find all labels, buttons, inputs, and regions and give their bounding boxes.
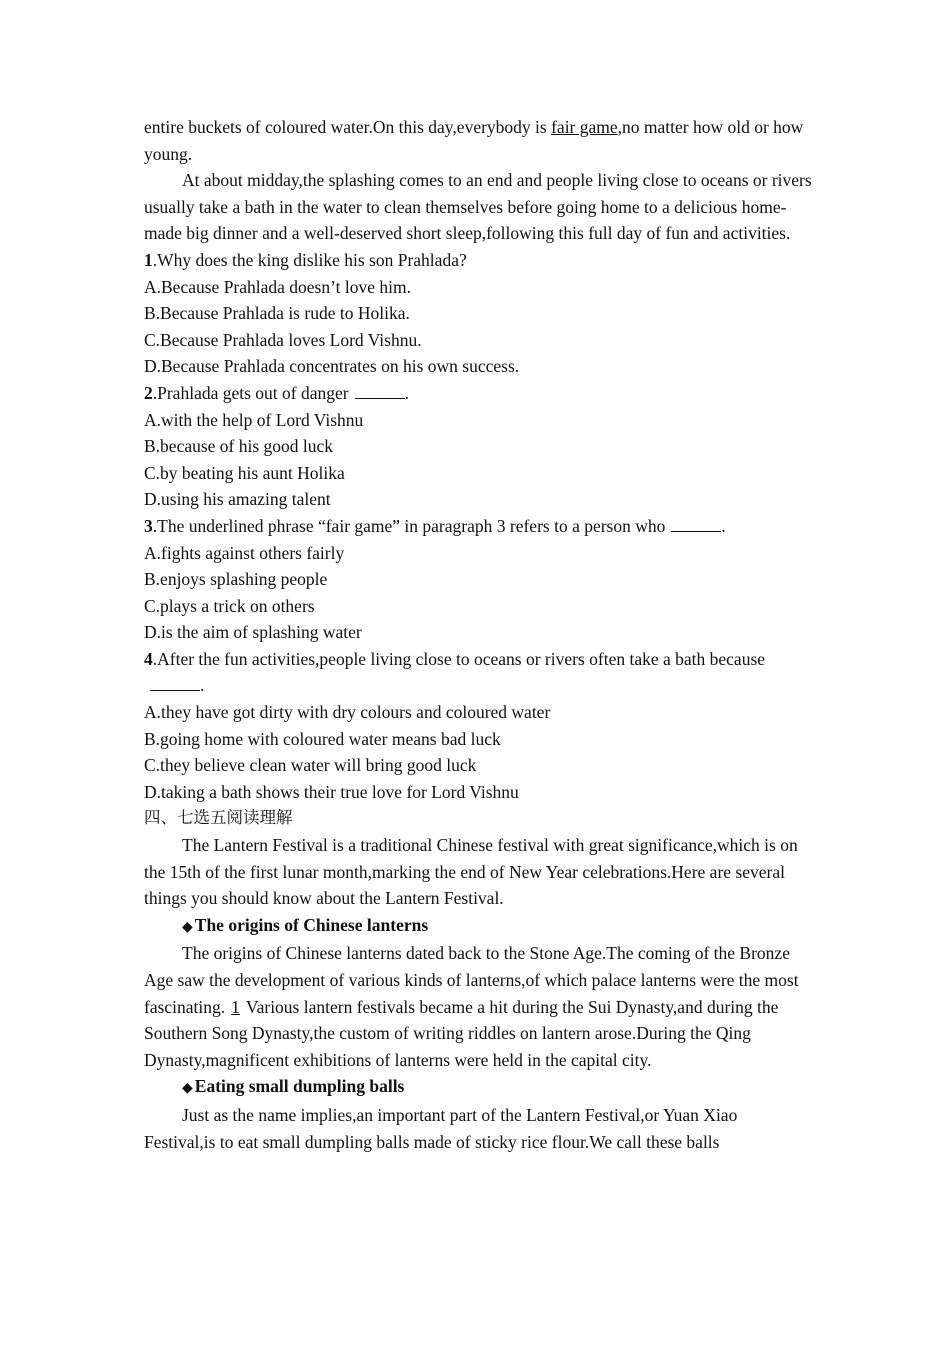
answer-option: D.is the aim of splashing water [144,622,362,643]
question [144,646,812,806]
answer-option: D.Because Prahlada concentrates on his own success. [144,356,520,377]
passage-text: entire buckets of coloured water.On this day,everybody is [144,117,552,137]
subheading [144,912,812,941]
lantern-paragraph [144,940,812,1073]
answer-option: C.plays a trick on others [144,595,315,616]
question-text: .Prahlada gets out of danger [152,382,349,403]
question-text: .After the fun activities,people living close to oceans or rivers often take a bath because [152,648,766,669]
question-number: 1 [144,249,153,270]
lantern-intro: The Lantern Festival is a traditional Chinese festival with great significance,which is on the 15th of the first lunar month,marking the end of New Year celebrations.Here are several things you should know about the Lantern Festival. [144,835,798,909]
question-number: 4 [144,648,153,669]
answer-blank [355,382,405,399]
answer-option: B.going home with coloured water means bad luck [144,728,501,749]
question [144,247,812,380]
answer-blank [671,515,721,532]
answer-option: D.taking a bath shows their true love for Lord Vishnu [144,781,519,802]
subheading-text: The origins of Chinese lanterns [194,914,429,935]
passage-paragraph: At about midday,the splashing comes to an end and people living close to oceans or rivers usually take a bath in the water to clean themselves before going home to a delicious home-made big dinner and a well-deserved short sleep,following this full day of fun and activities. [144,170,812,244]
question-stem: 3.The underlined phrase “fair game” in paragraph 3 refers to a person who . [144,515,726,536]
question-number: 2 [144,382,153,403]
question-stem: 4.After the fun activities,people living close to oceans or rivers often take a bath because. [144,648,766,696]
answer-option: B.enjoys splashing people [144,569,328,590]
question-number: 3 [144,515,153,536]
answer-option: A.they have got dirty with dry colours and coloured water [144,702,551,723]
question-stem: 2.Prahlada gets out of danger . [144,382,409,403]
answer-option: A.Because Prahlada doesn’t love him. [144,276,411,297]
answer-option: A.with the help of Lord Vishnu [144,409,364,430]
paragraph-text: Various lantern festivals became a hit during the Sui Dynasty,and during the Southern Song Dynasty,the custom of writing riddles on lantern arose.During the Qing Dynasty,magnificent exhibitions of lanterns were held in the capital city. [144,996,779,1070]
answer-option: C.they believe clean water will bring good luck [144,755,477,776]
passage-text: ,no matter how old or how young. [144,117,804,164]
passage-paragraph [144,114,812,167]
answer-option: A.fights against others fairly [144,542,345,563]
answer-option: B.because of his good luck [144,436,334,457]
answer-option: B.Because Prahlada is rude to Holika. [144,303,410,324]
paragraph-text: The origins of Chinese lanterns dated back to the Stone Age.The coming of the Bronze Age saw the development of various kinds of lanterns,of which palace lanterns were the most fascinating. [144,943,799,1017]
subheading [144,1073,812,1102]
document-content [144,114,812,1155]
lantern-paragraph: Just as the name implies,an important part of the Lantern Festival,or Yuan Xiao Festival,is to eat small dumpling balls made of sticky rice flour.We call these balls [144,1104,738,1152]
numbered-blank: 1 [231,996,240,1017]
question-text: .Why does the king dislike his son Prahlada? [152,249,467,270]
answer-blank [150,674,200,691]
answer-option: C.by beating his aunt Holika [144,462,345,483]
subheading-text: Eating small dumpling balls [194,1076,405,1097]
answer-option: D.using his amazing talent [144,489,331,510]
diamond-bullet-icon: ◆ [182,1080,193,1097]
answer-option: C.Because Prahlada loves Lord Vishnu. [144,329,422,350]
underlined-term: fair game [551,117,618,137]
question-stem [144,247,812,274]
question [144,513,812,646]
section-title: 四、七选五阅读理解 [144,808,293,828]
question [144,380,812,513]
diamond-bullet-icon: ◆ [182,918,193,935]
question-text: .The underlined phrase “fair game” in paragraph 3 refers to a person who [152,515,666,536]
